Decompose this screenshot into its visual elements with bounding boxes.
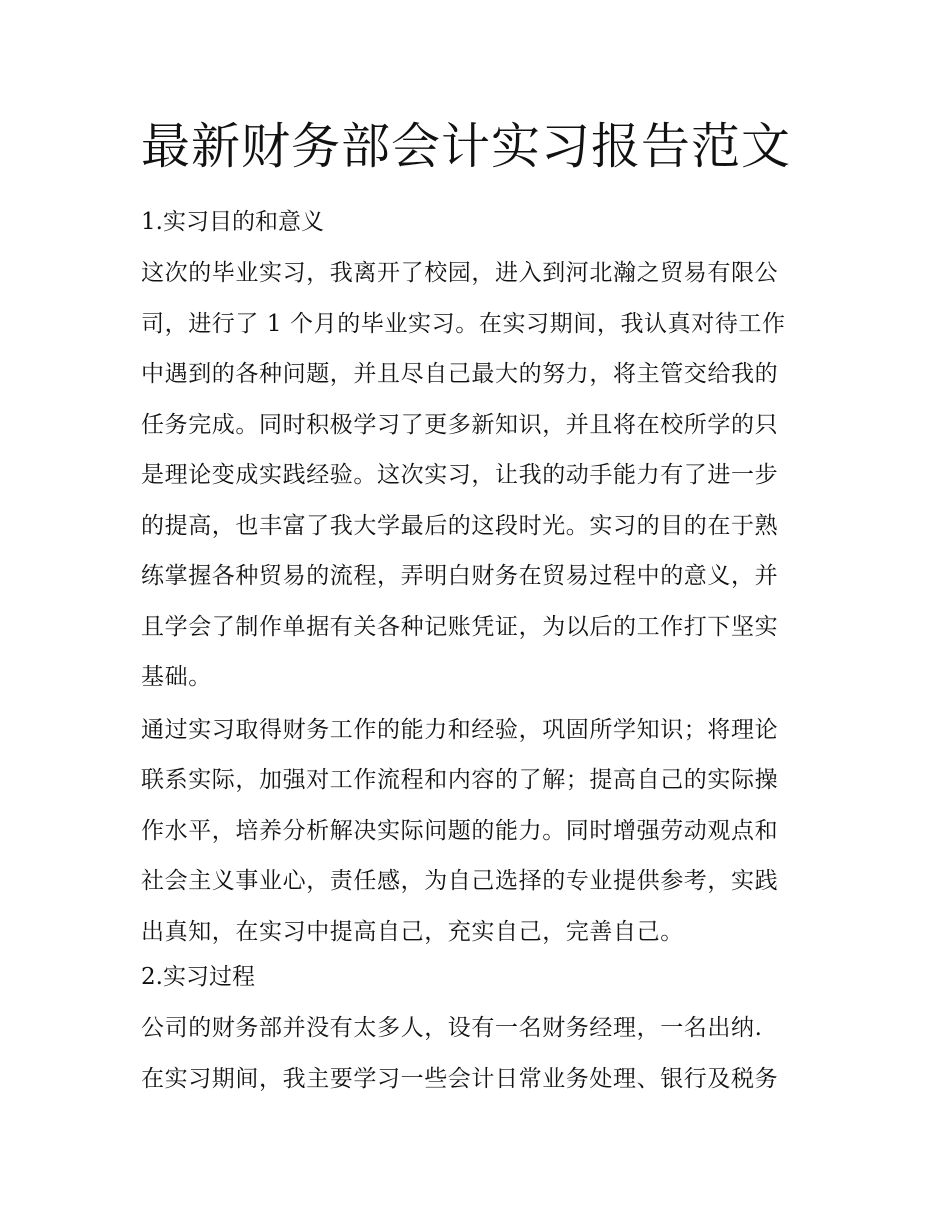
text-line: 这次的毕业实习，我离开了校园，进入到河北瀚之贸易有限公 [141,260,779,286]
section-purpose [141,204,816,957]
text-line: 基础。 [141,664,212,690]
text-line: 的提高，也丰富了我大学最后的这段时光。实习的目的在于熟 [141,512,779,539]
text-line: 出真知，在实习中提高自己，充实自己，完善自己。 [141,918,684,945]
paragraph [141,1003,816,1104]
text-line: 通过实习取得财务工作的能力和经验，巩固所学知识；将理论 [141,716,779,743]
text-line: 中遇到的各种问题，并且尽自己最大的努力，将主管交给我的 [141,361,779,387]
paragraph [141,705,816,958]
text-line: 社会主义事业心，责任感，为自己选择的专业提供参考，实践 [141,868,779,894]
text-line: 任务完成。同时积极学习了更多新知识，并且将在校所学的只 [141,411,779,438]
document-title: 最新财务部会计实习报告范文 [141,118,792,175]
paragraph [141,248,816,703]
text-line: 在实习期间，我主要学习一些会计日常业务处理、银行及税务 [141,1065,779,1092]
text-line: 且学会了制作单据有关各种记账凭证，为以后的工作打下坚实 [141,613,779,640]
text-line: 联系实际，加强对工作流程和内容的了解；提高自己的实际操 [141,767,779,793]
section-heading: 2.实习过程 [141,964,255,990]
text-line: 是理论变成实践经验。这次实习，让我的动手能力有了进一步 [141,462,779,488]
text-line: 公司的财务部并没有太多人，设有一名财务经理，一名出纳. [141,1015,763,1041]
text-line: 练掌握各种贸易的流程，弄明白财务在贸易过程中的意义，并 [141,563,779,589]
section-process [141,959,816,1104]
document-content [141,112,816,1106]
section-heading: 1.实习目的和意义 [141,209,324,235]
text-line: 司，进行了 1 个月的毕业实习。在实习期间，我认真对待工作 [141,310,786,337]
text-line: 作水平，培养分析解决实际问题的能力。同时增强劳动观点和 [141,817,779,844]
